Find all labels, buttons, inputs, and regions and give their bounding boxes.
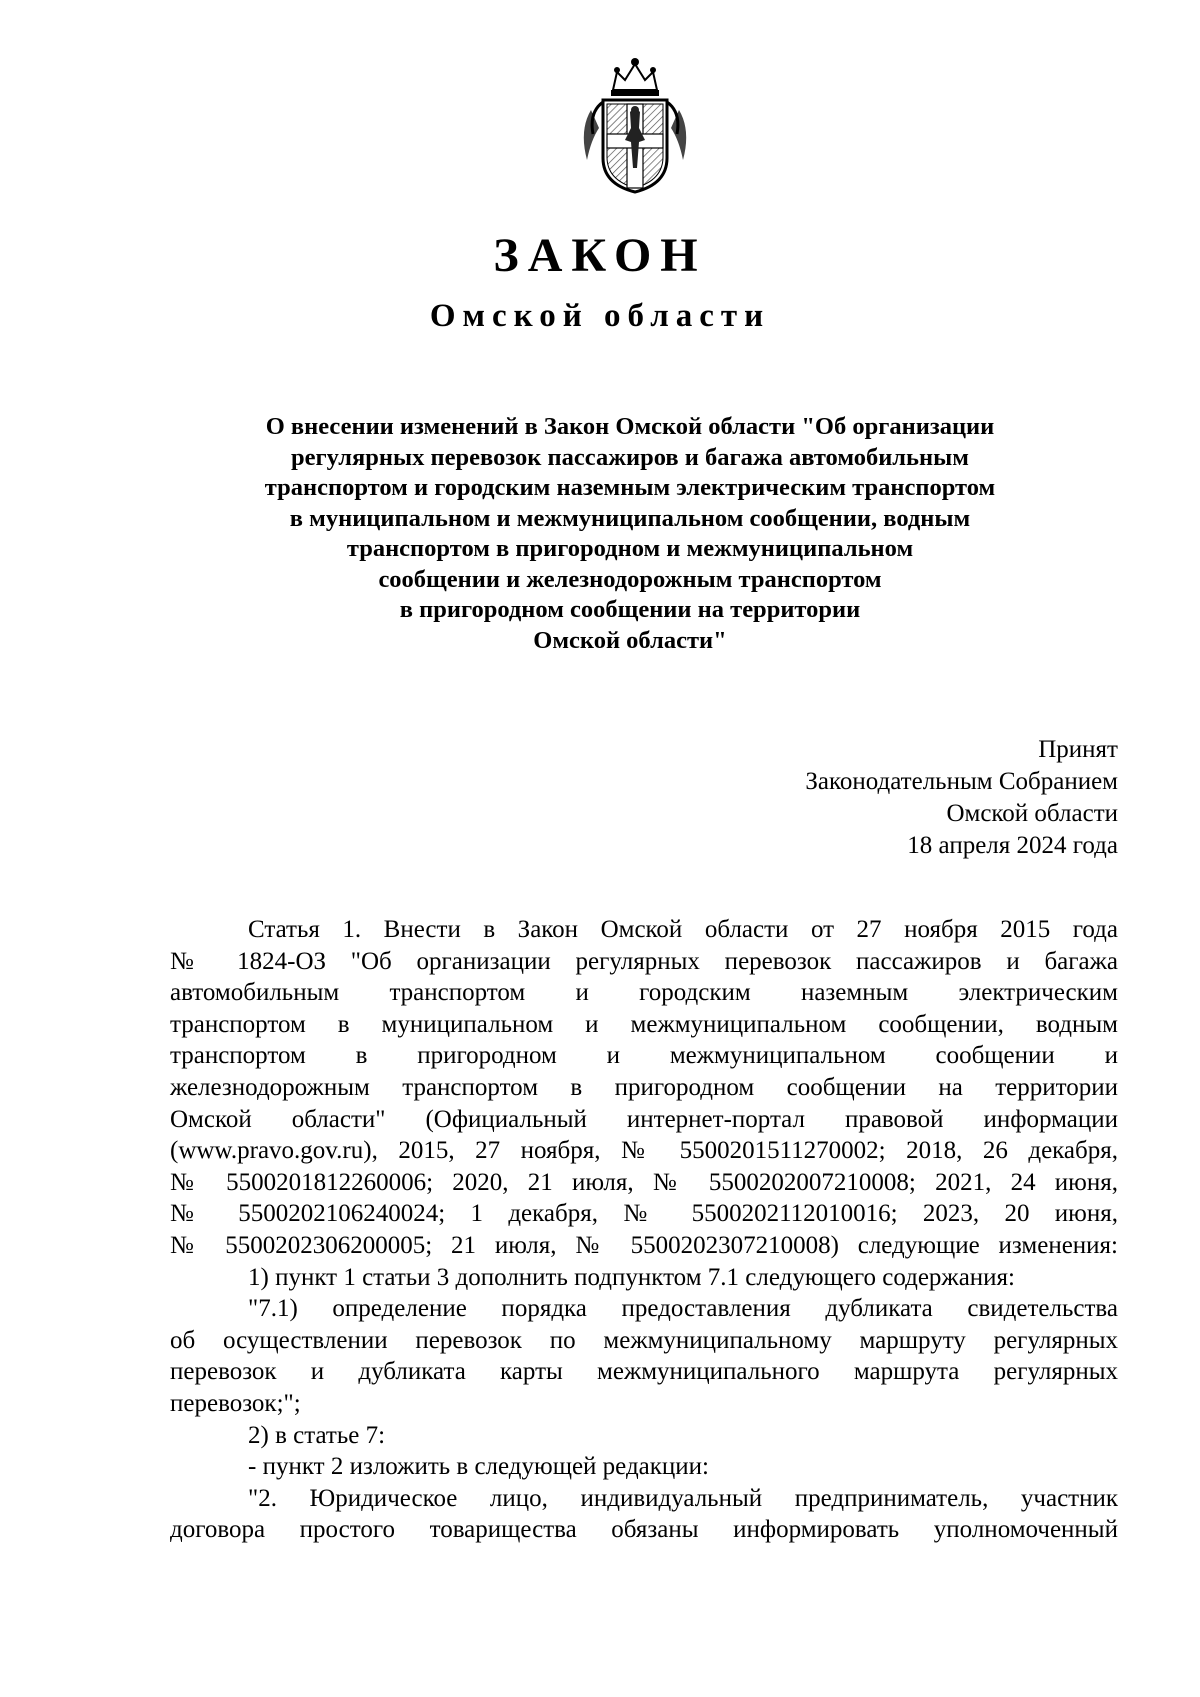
body-line: (www.pravo.gov.ru), 2015, 27 ноября, № 5500201511270002; 2018, 26 декабря, — [170, 1137, 1118, 1165]
body-line: об осуществлении перевозок по межмуниципальному маршруту регулярных — [170, 1326, 1118, 1354]
body-line: Омской области" (Официальный интернет-портал правовой информации — [170, 1105, 1118, 1133]
heading-line: транспортом и городским наземным электрическим транспортом — [264, 474, 996, 501]
heading-line: О внесении изменений в Закон Омской области "Об организации — [265, 413, 995, 440]
adoption-date: 18 апреля 2024 года — [907, 832, 1118, 859]
body-line: № 5500202306200005; 21 июля, № 5500202307210008) следующие изменения: — [170, 1231, 1118, 1259]
document-title: ЗАКОН — [493, 229, 707, 282]
body-line: перевозок и дубликата карты межмуниципального маршрута регулярных — [170, 1358, 1118, 1386]
heading-line: транспортом в пригородном и межмуниципальном — [346, 535, 914, 562]
body-line: договора простого товарищества обязаны информировать уполномоченный — [170, 1516, 1118, 1544]
body-line: перевозок;"; — [170, 1389, 301, 1417]
body-line: № 1824-ОЗ "Об организации регулярных перевозок пассажиров и багажа — [170, 947, 1118, 975]
adoption-block — [805, 734, 1118, 862]
body-line: автомобильным транспортом и городским наземным электрическим — [170, 979, 1118, 1007]
coat-of-arms-emblem — [573, 50, 698, 195]
body-line: - пункт 2 изложить в следующей редакции: — [248, 1453, 709, 1481]
body-line: "2. Юридическое лицо, индивидуальный предприниматель, участник — [248, 1484, 1118, 1512]
heading-line: в пригородном сообщении на территории — [399, 596, 861, 623]
heading-line: сообщении и железнодорожным транспортом — [378, 565, 882, 593]
adoption-line: Законодательным Собранием — [805, 768, 1118, 795]
body-line: транспортом в пригородном и межмуниципальном сообщении и — [170, 1042, 1118, 1070]
document-subtitle: Омской области — [429, 298, 771, 334]
body-line: "7.1) определение порядка предоставления дубликата свидетельства — [248, 1295, 1118, 1323]
body-line: железнодорожным транспортом в пригородном сообщении на территории — [170, 1073, 1118, 1101]
heading-line: в муниципальном и межмуниципальном сообщении, водным — [289, 504, 971, 532]
body-line: 2) в статье 7: — [248, 1421, 386, 1449]
body-line: № 5500201812260006; 2020, 21 июля, № 5500202007210008; 2021, 24 июня, — [170, 1168, 1118, 1196]
adoption-line: Омской области — [946, 800, 1118, 827]
body-line: 1) пункт 1 статьи 3 дополнить подпунктом 7.1 следующего содержания: — [248, 1263, 1016, 1291]
body-line: транспортом в муниципальном и межмуниципальном сообщении, водным — [170, 1010, 1118, 1038]
body-line: Статья 1. Внести в Закон Омской области от 27 ноября 2015 года — [248, 916, 1118, 943]
heading-line: Омской области" — [533, 626, 727, 654]
law-heading — [170, 412, 1090, 656]
body-line: № 5500202106240024; 1 декабря, № 5500202112010016; 2023, 20 июня, — [170, 1200, 1118, 1228]
adoption-line: Принят — [1038, 736, 1118, 763]
heading-line: регулярных перевозок пассажиров и багажа автомобильным — [291, 443, 969, 471]
article-body — [170, 914, 1118, 1546]
